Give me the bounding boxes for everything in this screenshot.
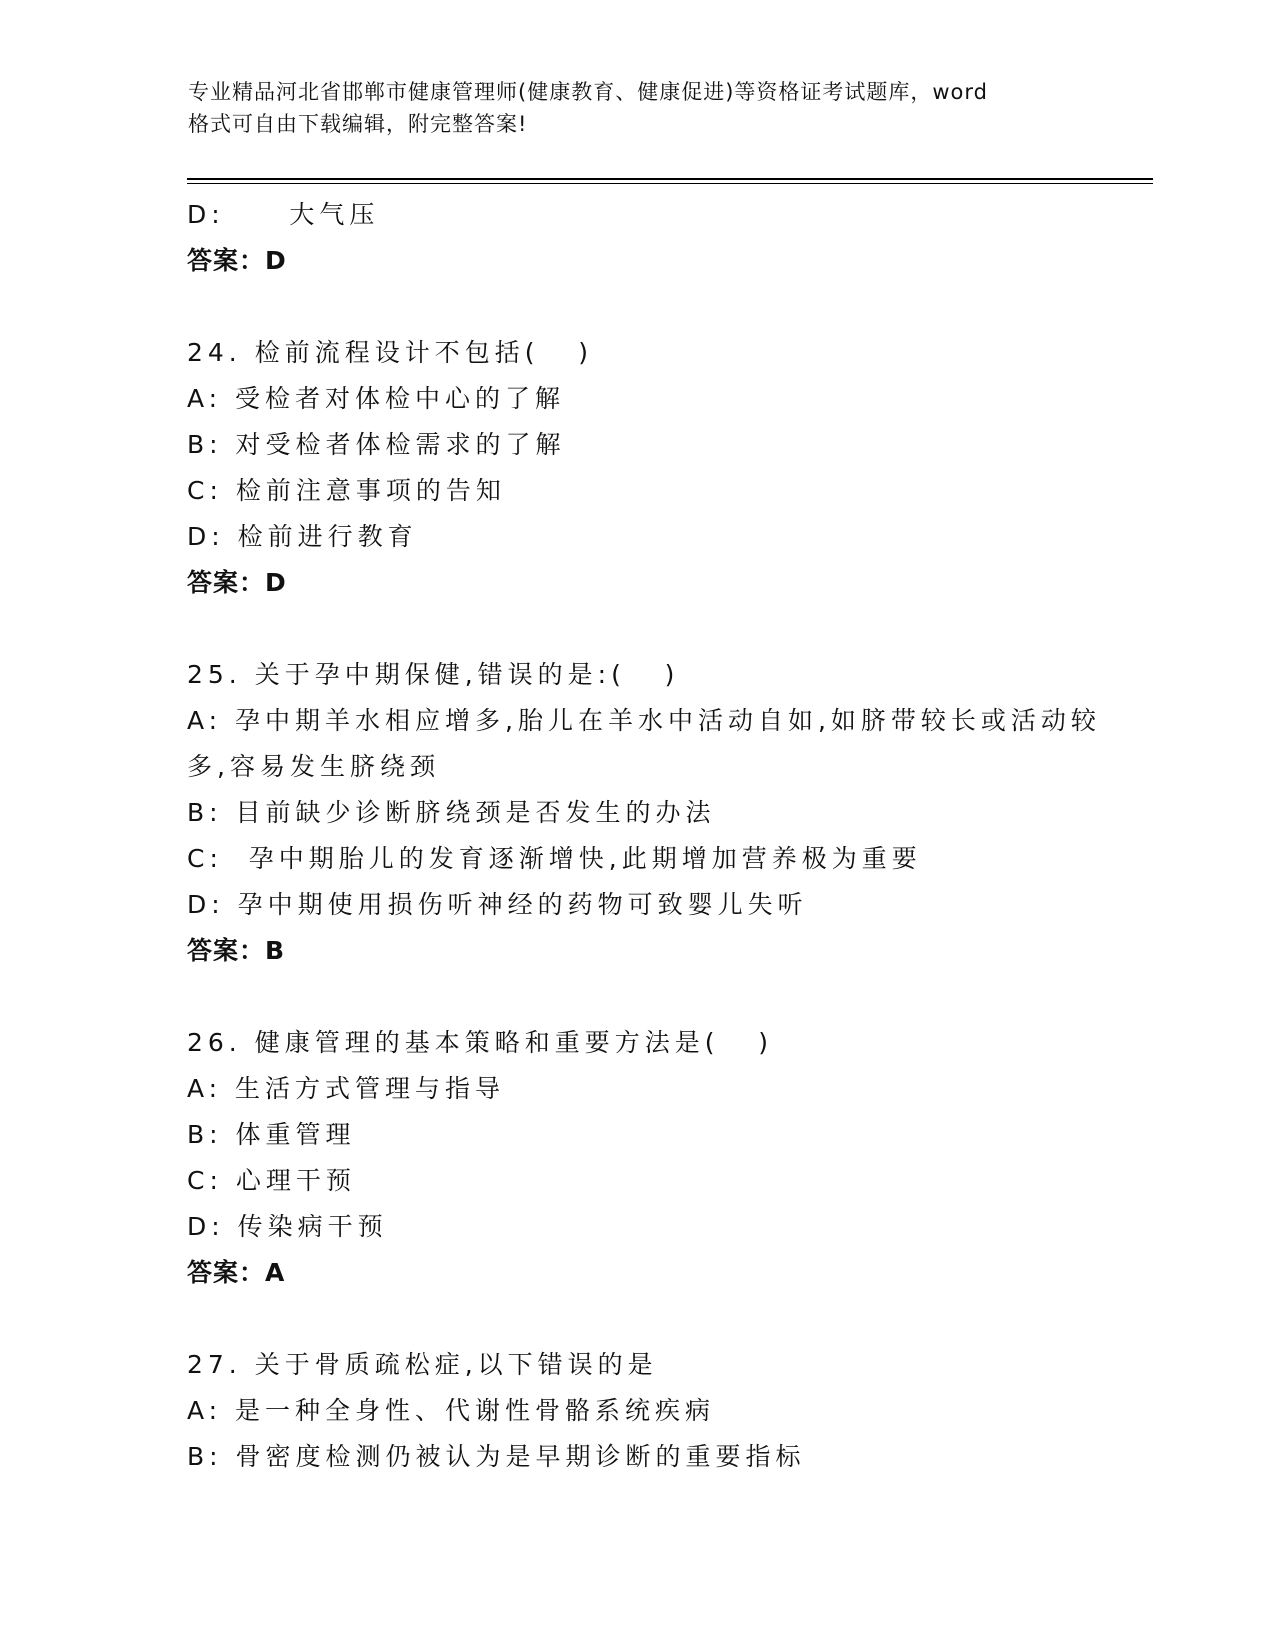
spacer xyxy=(187,974,1087,1020)
answer-line: 答案：A xyxy=(187,1258,286,1287)
option-b: B: 目前缺少诊断脐绕颈是否发生的办法 xyxy=(187,798,716,827)
question-25 xyxy=(187,652,1101,974)
page-header xyxy=(188,76,1088,140)
spacer xyxy=(187,1296,1087,1342)
option-c: C: 检前注意事项的告知 xyxy=(187,476,506,505)
option-d: D: 大气压 xyxy=(187,200,380,229)
question-stem: 27. 关于骨质疏松症,以下错误的是 xyxy=(187,1350,658,1379)
question-27 xyxy=(187,1342,1087,1480)
option-c: C: 孕中期胎儿的发育逐渐增快,此期增加营养极为重要 xyxy=(187,844,922,873)
previous-question-tail xyxy=(187,192,1087,284)
spacer xyxy=(187,606,1087,652)
question-26 xyxy=(187,1020,1087,1296)
option-b: B: 骨密度检测仍被认为是早期诊断的重要指标 xyxy=(187,1442,806,1471)
header-line-2: 格式可自由下载编辑，附完整答案! xyxy=(188,112,528,136)
option-a-line-2: 多,容易发生脐绕颈 xyxy=(187,752,440,781)
question-content xyxy=(187,192,1101,1480)
header-rule-thick xyxy=(187,178,1153,180)
question-stem: 26. 健康管理的基本策略和重要方法是( ) xyxy=(187,1028,774,1057)
header-line-1: 专业精品河北省邯郸市健康管理师(健康教育、健康促进)等资格证考试题库，word xyxy=(188,80,989,104)
question-24 xyxy=(187,330,1087,606)
option-b: B: 对受检者体检需求的了解 xyxy=(187,430,566,459)
option-a-line-1: A: 孕中期羊水相应增多,胎儿在羊水中活动自如,如脐带较长或活动较 xyxy=(187,706,1101,735)
question-stem: 24. 检前流程设计不包括( ) xyxy=(187,338,594,367)
header-rule-thin xyxy=(187,183,1153,184)
answer-line: 答案：B xyxy=(187,936,286,965)
option-d: D: 检前进行教育 xyxy=(187,522,418,551)
question-stem: 25. 关于孕中期保健,错误的是:( ) xyxy=(187,660,680,689)
option-d: D: 传染病干预 xyxy=(187,1212,388,1241)
option-b: B: 体重管理 xyxy=(187,1120,356,1149)
option-d: D: 孕中期使用损伤听神经的药物可致婴儿失听 xyxy=(187,890,808,919)
answer-line: 答案：D xyxy=(187,246,287,275)
option-a: A: 生活方式管理与指导 xyxy=(187,1074,506,1103)
spacer xyxy=(187,284,1087,330)
option-a: A: 受检者对体检中心的了解 xyxy=(187,384,566,413)
option-c: C: 心理干预 xyxy=(187,1166,356,1195)
option-a: A: 是一种全身性、代谢性骨骼系统疾病 xyxy=(187,1396,716,1425)
answer-line: 答案：D xyxy=(187,568,287,597)
